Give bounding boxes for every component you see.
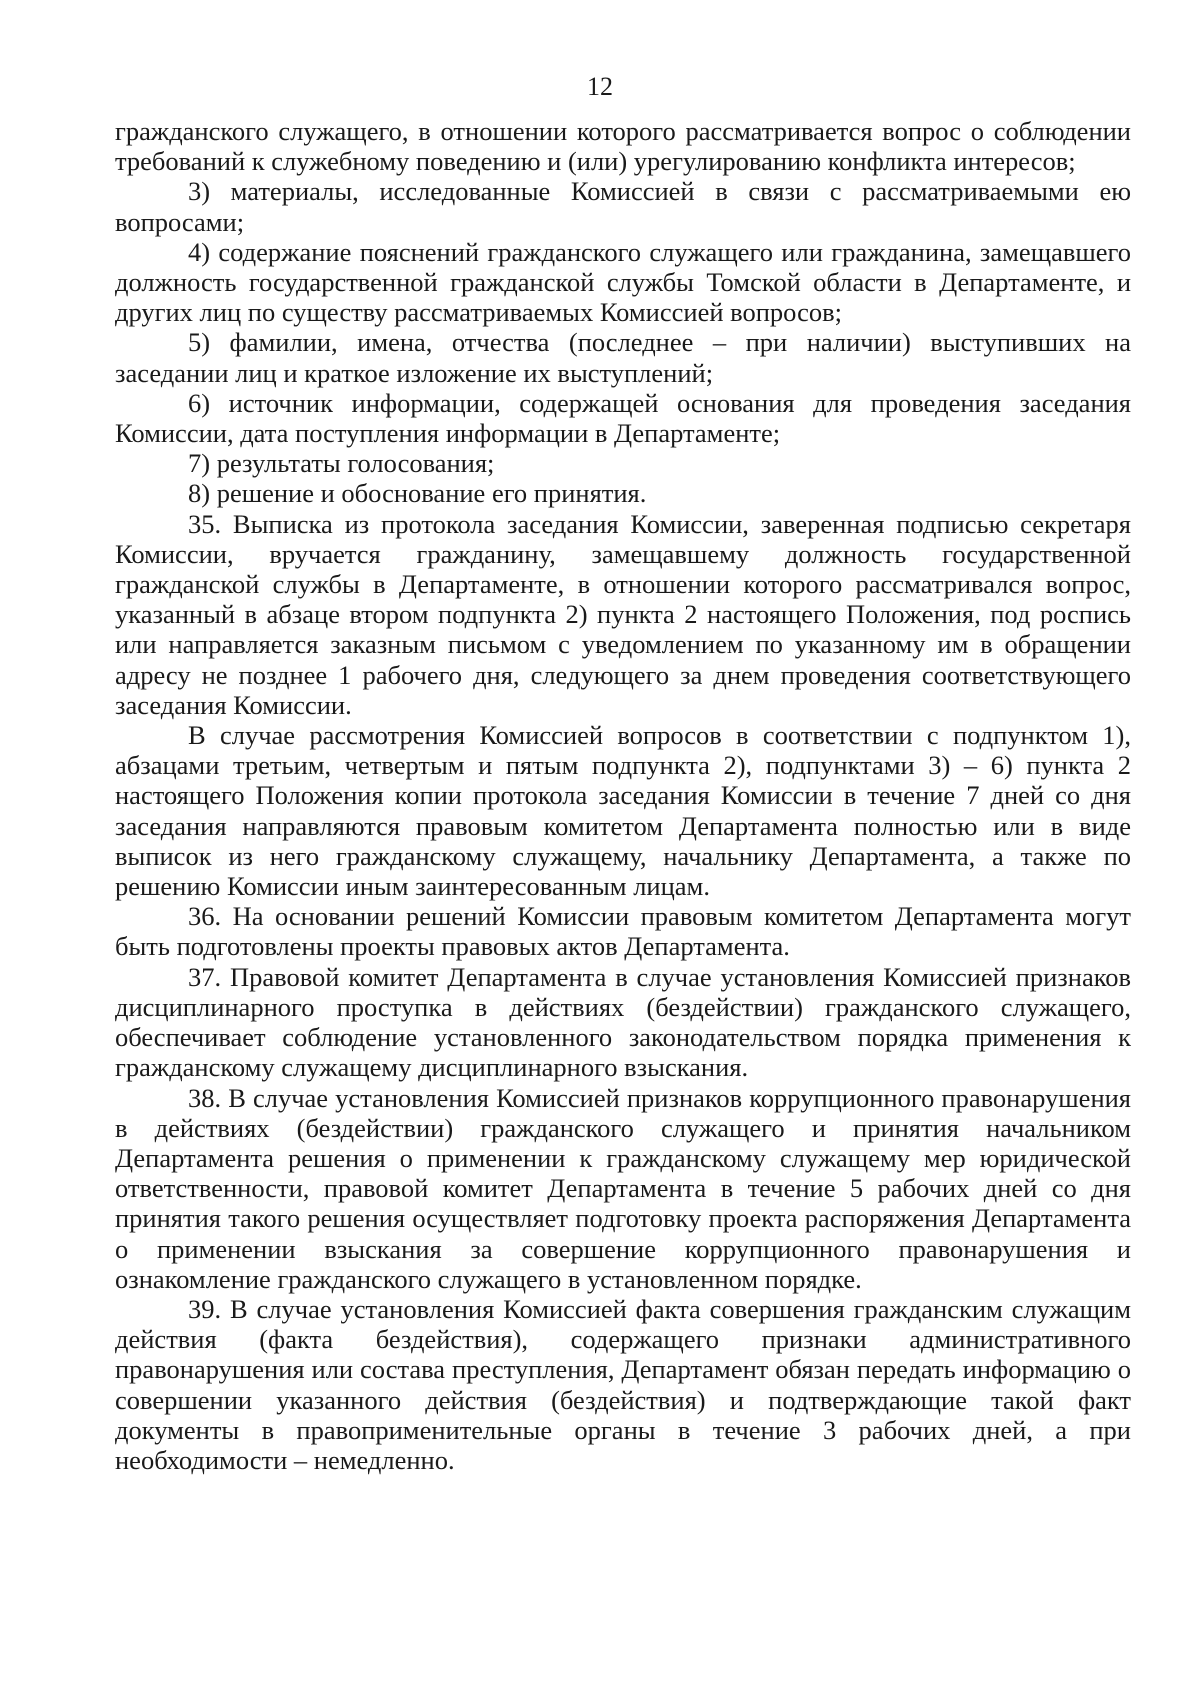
paragraph-clause-35-copies: В случае рассмотрения Комиссией вопросов в соответствии с подпунктом 1), абзацами третьим, четвертым и пятым подпункта 2), подпунктами 3) – 6) пункта 2 настоящего Положения копии протокола заседания Комиссии в течение 7 дней со дня заседания направляются правовым комитетом Департамента полностью или в виде выписок из него гражданскому служащему, начальнику Департамента, а также по решению Комиссии иным заинтересованным лицам. [115,720,1131,902]
paragraph-clause-37: 37. Правовой комитет Департамента в случае установления Комиссией признаков дисциплинарного проступка в действиях (бездействии) гражданского служащего, обеспечивает соблюдение установленного законодательством порядка применения к гражданскому служащему дисциплинарного взыскания. [115,961,1131,1083]
document-body [115,116,1131,1475]
paragraph-item-8: 8) решение и обоснование его принятия. [188,478,647,509]
paragraph-clause-38: 38. В случае установления Комиссией признаков коррупционного правонарушения в действиях (бездействии) гражданского служащего и принятия начальником Департамента решения о применении к гражданскому служащему мер юридической ответственности, правовой комитет Департамента в течение 5 рабочих дней со дня принятия такого решения осуществляет подготовку проекта распоряжения Департамента о применении взыскания за совершение коррупционного правонарушения и ознакомление гражданского служащего в установленном порядке. [115,1082,1131,1294]
page-number: 12 [587,72,613,101]
paragraph-clause-39: 39. В случае установления Комиссией факта совершения гражданским служащим действия (факта бездействия), содержащего признаки административного правонарушения или состава преступления, Департамент обязан передать информацию о совершении указанного действия (бездействия) и подтверждающие такой факт документы в правоприменительные органы в течение 3 рабочих дней, а при необходимости – немедленно. [115,1293,1131,1475]
paragraph-item-5: 5) фамилии, имена, отчества (последнее – при наличии) выступивших на заседании лиц и краткое изложение их выступлений; [115,327,1131,388]
paragraph-item-7: 7) результаты голосования; [188,448,495,479]
paragraph-clause-35: 35. Выписка из протокола заседания Комиссии, заверенная подписью секретаря Комиссии, вручается гражданину, замещавшему должность государственной гражданской службы в Департаменте, в отношении которого рассматривался вопрос, указанный в абзаце втором подпункта 2) пункта 2 настоящего Положения, под роспись или направляется заказным письмом с уведомлением по указанному им в обращении адресу не позднее 1 рабочего дня, следующего за днем проведения соответствующего заседания Комиссии. [115,508,1131,720]
paragraph-continuation: гражданского служащего, в отношении которого рассматривается вопрос о соблюдении требований к служебному поведению и (или) урегулированию конфликта интересов; [115,116,1131,177]
paragraph-item-4: 4) содержание пояснений гражданского служащего или гражданина, замещавшего должность государственной гражданской службы Томской области в Департаменте, и других лиц по существу рассматриваемых Комиссией вопросов; [115,236,1131,328]
paragraph-clause-36: 36. На основании решений Комиссии правовым комитетом Департамента могут быть подготовлены проекты правовых актов Департамента. [115,901,1131,962]
paragraph-item-3: 3) материалы, исследованные Комиссией в связи с рассматриваемыми ею вопросами; [115,176,1131,237]
paragraph-item-6: 6) источник информации, содержащей основания для проведения заседания Комиссии, дата поступления информации в Департаменте; [115,387,1131,449]
